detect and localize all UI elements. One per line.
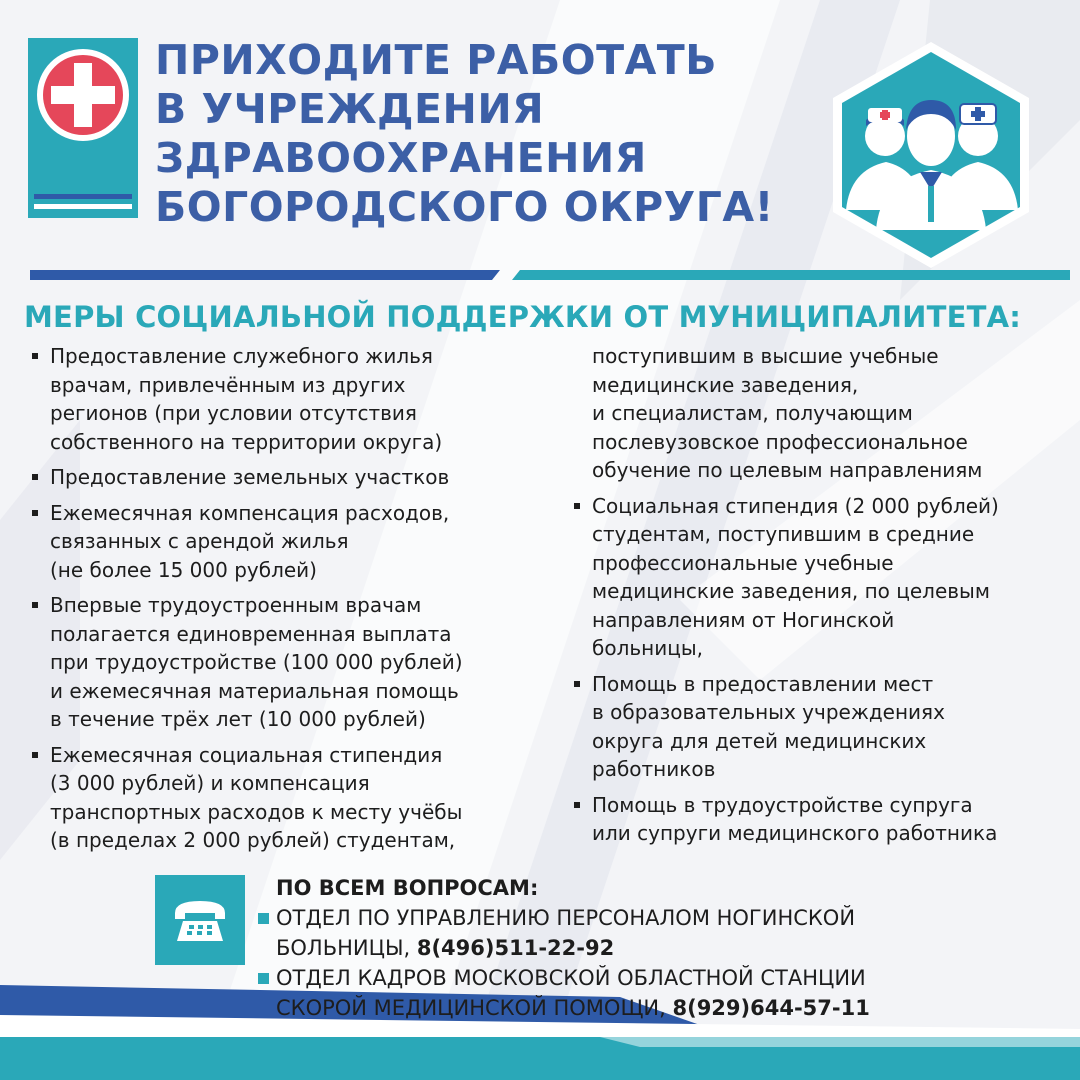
- telephone-icon: [155, 875, 245, 965]
- page-title: [155, 36, 774, 232]
- section-title: МЕРЫ СОЦИАЛЬНОЙ ПОДДЕРЖКИ ОТ МУНИЦИПАЛИТЕТА:: [24, 300, 1022, 334]
- list-item: Социальная стипендия (2 000 рублей) студентам, поступившим в средние профессиональные учебные медицинские заведения, по целевым направлениям от Ногинской больницы,: [574, 492, 1074, 663]
- title-line: В УЧРЕЖДЕНИЯ: [155, 85, 545, 133]
- list-item: Помощь в трудоустройстве супруга или супруги медицинского работника: [574, 791, 1074, 848]
- contact-item: [276, 963, 870, 1023]
- logo-block: [28, 38, 138, 218]
- support-list-right: [574, 342, 1074, 855]
- support-list-left: [32, 342, 552, 862]
- list-item: Впервые трудоустроенным врачам полагается единовременная выплата при трудоустройстве (100 000 рублей) и ежемесячная материальная помощь в течение трёх лет (10 000 рублей): [32, 591, 552, 734]
- list-item: Предоставление служебного жилья врачам, привлечённым из других регионов (при условии отсутствия собственного на территории округа): [32, 342, 552, 456]
- phone-block: [155, 875, 245, 965]
- title-line: ЗДРАВООХРАНЕНИЯ: [155, 134, 647, 182]
- contact-phone[interactable]: 8(496)511-22-92: [416, 936, 615, 960]
- contact-org: ОТДЕЛ ПО УПРАВЛЕНИЮ ПЕРСОНАЛОМ НОГИНСКОЙ: [276, 906, 856, 930]
- separator-bar: [30, 270, 1070, 280]
- square-bullet-icon: [258, 913, 269, 924]
- contact-org-cont: СКОРОЙ МЕДИЦИНСКОЙ ПОМОЩИ,: [276, 996, 666, 1020]
- logo-stripe-white: [34, 204, 132, 209]
- list-item: Ежемесячная социальная стипендия (3 000 рублей) и компенсация транспортных расходов к месту учёбы (в пределах 2 000 рублей) студентам,: [32, 741, 552, 855]
- list-item: Ежемесячная компенсация расходов, связанных с арендой жилья (не более 15 000 рублей): [32, 499, 552, 585]
- medical-staff-icon: [816, 40, 1046, 270]
- square-bullet-icon: [258, 973, 269, 984]
- list-item: Помощь в предоставлении мест в образовательных учреждениях округа для детей медицинских работников: [574, 670, 1074, 784]
- contacts-heading: ПО ВСЕМ ВОПРОСАМ:: [276, 876, 539, 900]
- contacts-block: [276, 873, 870, 1023]
- list-item: Предоставление земельных участков: [32, 463, 552, 492]
- contact-org-cont: БОЛЬНИЦЫ,: [276, 936, 411, 960]
- title-line: БОГОРОДСКОГО ОКРУГА!: [155, 183, 774, 231]
- title-line: ПРИХОДИТЕ РАБОТАТЬ: [155, 36, 718, 84]
- contact-item: [276, 903, 870, 963]
- logo-stripe-blue: [34, 194, 132, 199]
- red-cross-icon: [34, 46, 132, 144]
- contact-phone[interactable]: 8(929)644-57-11: [672, 996, 870, 1020]
- contact-org: ОТДЕЛ КАДРОВ МОСКОВСКОЙ ОБЛАСТНОЙ СТАНЦИИ: [276, 966, 866, 990]
- list-item-continuation: поступившим в высшие учебные медицинские заведения, и специалистам, получающим послевузовское профессиональное обучение по целевым направлениям: [592, 344, 983, 482]
